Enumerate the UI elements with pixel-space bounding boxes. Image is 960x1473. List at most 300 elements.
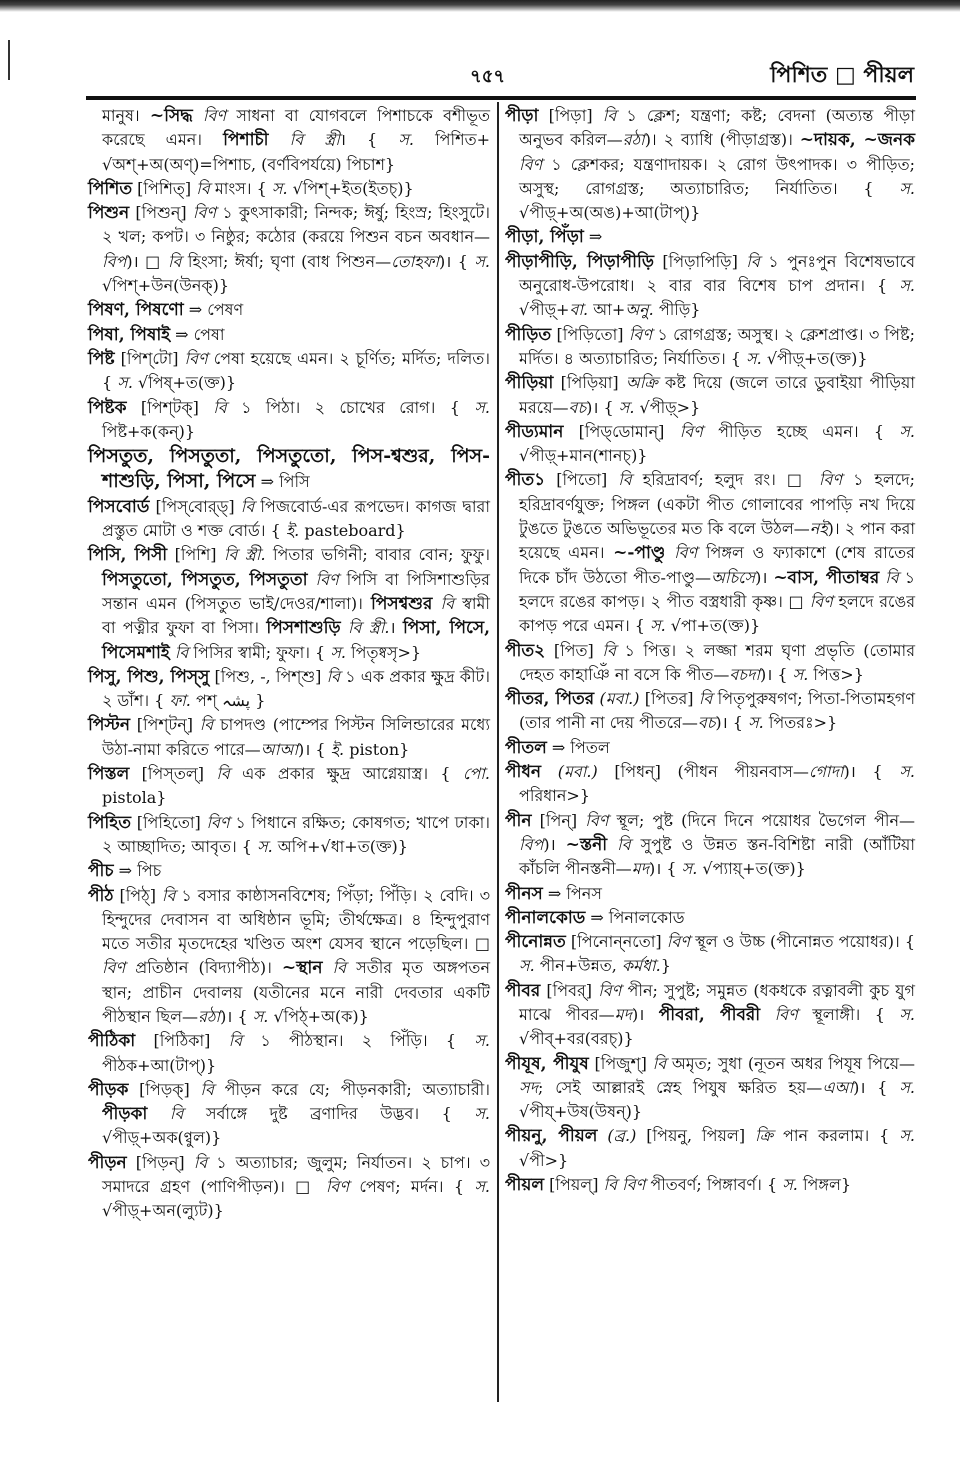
definition-text: )। (631, 1004, 659, 1024)
definition-text: [পিতো] (545, 470, 619, 490)
grammar-label: রঠা (622, 130, 645, 150)
definition-text: পীড়ি} (653, 300, 701, 320)
headword: পিসু, পিশু, পিস্‌সু (88, 666, 210, 687)
definition-text: √পীড়্+মান(শানচ্)} (519, 446, 648, 466)
dictionary-entry (505, 468, 915, 638)
headword: পীড়িত (505, 324, 552, 345)
definition-text: কষ্ট দিয়ে (জলে তারে ডুবাইয়া পীড়িয়া মরয়ে— (519, 373, 915, 417)
headword: পীত২ (505, 640, 546, 661)
dictionary-entry (505, 687, 915, 736)
definition-text: পীন+উন্নত, (534, 956, 622, 976)
definition-text: আ+ (588, 300, 626, 320)
definition-text: ১ পুনঃপুন বিশেষভাবে অনুরোধ-উপরোধ। ২ বার বার বিশেষ চাপ প্রদান। { (519, 251, 915, 296)
grammar-label: ফা. (169, 691, 191, 711)
grammar-label: সদ (519, 1077, 538, 1097)
definition-text: [পিড্‌ডোমান্] (563, 421, 680, 441)
definition-text: সর্বাঙ্গে দুষ্ট ব্রণাদির উদ্ভব। { (183, 1104, 475, 1124)
definition-text: [পিশু, -, পিশ্‌শু] (209, 666, 327, 686)
definition-text: √পীড়্>} (634, 397, 701, 417)
definition-text: পেষা হয়েছে এমন। ২ চূর্ণিত; মর্দিত; দলিত। { (102, 348, 490, 393)
definition-text: পিশিত+ √অশ্+অ(অণ্)=পিশাচ, (বর্ণবিপর্যয়ে) পিচাশ} (102, 130, 490, 174)
headword: পীড়াপীড়ি, পিড়াপীড়ি (505, 251, 654, 272)
running-head: পিশিত □ পীয়ল (770, 62, 914, 88)
grammar-label: বি (618, 470, 632, 490)
scan-mark (8, 40, 10, 80)
dictionary-entry (88, 495, 490, 544)
dictionary-entry (88, 201, 490, 298)
grammar-label: বি (432, 593, 454, 613)
headword: পীনালকোড (505, 907, 586, 928)
grammar-label: স. (618, 397, 635, 417)
definition-text: [পিনোন্‌নতো] (565, 932, 667, 952)
grammar-label: ই. (285, 521, 300, 541)
definition-text: ⇒ পিসি (255, 472, 310, 492)
headword: পীড়কা (102, 1104, 148, 1125)
definition-text: পিঙ্গল ও ফ্যাকাশে (শেষ রাতের দিকে চাঁদ উঠতো পীত-পাণ্ডু— (519, 543, 915, 587)
grammar-label: স. (746, 348, 762, 368)
definition-text: )। { (438, 251, 475, 271)
grammar-label: স. (899, 1004, 915, 1024)
definition-text: ১ কুৎসাকারী; নিন্দক; ঈর্ষু; হিংস্র; হিংসুটে। ২ খল; কপট। ৩ নিষ্ঠুর; কঠোর (করয়ে পিশুন বচন অবধান— (102, 203, 490, 247)
headword: পীড়া (505, 106, 539, 126)
dictionary-entry (505, 420, 915, 469)
headword: পিসশাশুড়ি (266, 618, 341, 639)
left-column (88, 104, 490, 1224)
definition-text: [পিশ্‌টক্] (126, 397, 214, 417)
definition-text: piston} (344, 739, 410, 759)
grammar-label: বি (169, 642, 189, 662)
definition-text: পীড়িত হচ্ছে এমন। { (702, 421, 900, 441)
definition-text: pistola} (102, 788, 167, 808)
definition-text: ⇒ পিচ (113, 861, 162, 881)
definition-text: √পীড়্+অন(ল্যুট)} (102, 1201, 224, 1221)
definition-text: সুপুষ্ট ও উন্নত স্তন-বিশিষ্টা নারী (আঁটিয়া কাঁচলি পীনস্তনী— (519, 834, 915, 879)
definition-text: ⇒ পেষা (170, 324, 225, 344)
grammar-label: এআ (822, 1077, 854, 1097)
grammar-label: স. (474, 251, 490, 271)
grammar-label: স. (257, 836, 273, 856)
grammar-label: বি (652, 1053, 667, 1073)
grammar-label: মদ (614, 1004, 632, 1024)
headword: পীয়নু, পীয়ল (505, 1126, 598, 1147)
grammar-label: বিণ (818, 470, 843, 490)
definition-text: )। { (715, 713, 749, 733)
definition-text: ১ রোগগ্রস্ত; অসুস্থ। ২ ক্লেশপ্রাপ্ত। ৩ পিষ্ট; মর্দিত। ৪ অত্যাচারিত; নির্যাতিত। { (519, 324, 916, 368)
definition-text: ১ পীঠস্থান। ২ পিঁড়ি। { (242, 1031, 475, 1051)
dictionary-entry (88, 104, 490, 177)
definition-text: ১ অত্যাচার; জুলুম; নির্যাতন। ২ চাপ। ৩ সমাদরে গ্রহণ (পাণিপীড়ন)। □ (102, 1152, 490, 1197)
dictionary-entry (505, 225, 915, 249)
definition-text: [পিশিত্] (132, 178, 197, 198)
definition-text: [পিড়া] (538, 106, 603, 125)
grammar-label: বিণ (184, 348, 208, 368)
definition-text: √পিষ্+ত(ক্ত)} (132, 373, 237, 393)
definition-text: পীতবর্ণ; পিঙ্গাবর্ণ। { (645, 1175, 783, 1195)
dictionary-entry (505, 250, 915, 323)
headword: পীঠ (88, 885, 114, 906)
definition-text: ১ ক্লেশকর; যন্ত্রণাদায়ক। ২ রোগ উৎপাদক। ৩ পীড়িত; অসুস্থ; রোগগ্রস্ত; অত্যাচারিত; নির্যাতিত। { (519, 154, 915, 198)
headword: পিস্টন (88, 715, 130, 736)
definition-text: ১ বসার কাষ্ঠাসনবিশেষ; পিঁড়া; পিঁড়ি। ২ বেদি। ৩ হিন্দুদের দেবাসন বা অধিষ্ঠান ভূমি; তীর্থক্ষেত্র। ৪ হিন্দুপুরাণ মতে সতীর মৃতদেহের খণ্ডিত অংশ যেসব স্থানে পড়েছিল। □ (102, 885, 490, 954)
headword: পীড়ন (88, 1152, 127, 1173)
definition-text: ১ পিত্ত। ২ লজ্জা শরম ঘৃণা প্রভৃতি (তোমার দেহত কাহাঞিঁ না বসে কি পীত— (519, 640, 915, 684)
grammar-label: বচ (568, 397, 587, 417)
definition-text: [পিবর্] (540, 980, 599, 1000)
definition-text: √পীড়্+ (519, 300, 570, 320)
dictionary-entry (505, 809, 915, 882)
headword: ~বাস, পীতাম্বর (773, 567, 880, 588)
grammar-label: বি (216, 764, 230, 784)
definition-text: অমৃত; সুধা (নূতন অধর পিযূষ পিয়ে— (666, 1053, 915, 1073)
definition-text: √পীয্+উষ(উষন্)} (519, 1102, 643, 1122)
definition-text: [পিশ্‌টন্] (129, 715, 200, 735)
dictionary-entry (505, 371, 915, 420)
definition-text: √পিঠ্+অ(ক)} (268, 1006, 369, 1026)
dictionary-entry (88, 347, 490, 396)
definition-text: )। { (760, 664, 793, 684)
definition-text: )। { (586, 397, 619, 417)
headword: পীধন (505, 762, 542, 783)
grammar-label: বি স্ত্রী. (340, 618, 390, 638)
definition-text: ⇒ পেষণ (183, 300, 244, 320)
definition-text: [পিয়নু, পিয়ল] (636, 1126, 756, 1146)
definition-text: } (660, 956, 671, 976)
headword: পীনোন্নত (505, 932, 566, 953)
definition-text: )। { (220, 1006, 253, 1026)
definition-text: [পিত] (545, 640, 603, 660)
headword: পীনস (505, 883, 543, 904)
definition-text: [পিড়ন্] (126, 1152, 194, 1172)
definition-text: [পিহিতো] (130, 812, 207, 832)
definition-text: ⇒ পিনালকোড (585, 907, 685, 927)
grammar-label: স. (330, 642, 346, 662)
definition-text: ১ পিধানে রক্ষিত; কোষগত; খাপে ঢাকা। ২ আচ্ছাদিত; আবৃত। { (102, 812, 490, 856)
definition-text: মানুষ। (102, 106, 150, 125)
definition-text: [পিশি] (167, 545, 224, 565)
headword: পীতল (505, 737, 547, 758)
grammar-label: গোদা (808, 762, 844, 782)
grammar-label: কর্মধা. (621, 956, 661, 976)
grammar-label: বি (228, 1031, 243, 1051)
definition-text: )। ২ পান করা হয়েছে এমন। (519, 519, 915, 563)
dictionary-entry (505, 1173, 915, 1197)
grammar-label: বি (240, 496, 255, 516)
dictionary-entry (88, 396, 490, 445)
definition-text: ১ এক প্রকার ক্ষুদ্র কীট। ২ ডাঁশ। { (102, 666, 490, 711)
headword: পিসতুত, পিসতুতা, পিসতুতো, পিস-শ্বশুর, পিস-শাশুড়ি, পিসা, পিসে (88, 445, 490, 493)
definition-text: ১ হলদে রঙের কাপড়। ২ পীত বস্ত্রধারী কৃষ্ণ। □ (519, 567, 915, 611)
headword: পিস্তল (88, 764, 130, 785)
grammar-label: বি স্ত্রী. (223, 545, 266, 565)
grammar-label: অনু. (625, 300, 654, 320)
dictionary-entry (88, 177, 490, 201)
definition-text: সাধনা বা যোগবলে পিশাচকে বশীভূত করেছে এমন। (102, 106, 490, 150)
definition-text: স্থূলাঙ্গী। { (797, 1004, 900, 1024)
grammar-label: স. (650, 616, 666, 636)
headword: পিসবোর্ড (88, 496, 150, 517)
grammar-label: বিণ (666, 932, 690, 952)
definition-text: পীন; সুপুষ্ট; সমুন্নত (ধকধকে রত্নাবলী কুচ যুগ মাঝে পীবর— (519, 980, 915, 1024)
grammar-label: বি (746, 251, 760, 271)
definition-text: প্রতিষ্ঠান (বিদ্যাপীঠ)। (125, 958, 282, 978)
header-rule (86, 96, 916, 100)
grammar-label: মদ (631, 859, 649, 879)
definition-text: )। (543, 834, 566, 854)
dictionary-entry (505, 104, 915, 225)
grammar-label: অচিসে (711, 567, 756, 587)
grammar-label: নই (809, 519, 828, 539)
dictionary-entry (88, 884, 490, 1030)
definition-text: সতীর মৃত অঙ্গপতন স্থান; প্রাচীন দেবালয় (যতীনের মনে নারী দেবতার একটি পীঠস্থান ছিল— (102, 958, 490, 1026)
grammar-label: (ব্র.) (597, 1126, 637, 1146)
headword: পিশিত (88, 178, 133, 199)
dictionary-entry (505, 906, 915, 930)
page-number: ৭৫৭ (470, 66, 506, 87)
grammar-label: বিণ (192, 106, 227, 125)
definition-text: √পীড়্+অক(ণ্বুল)} (102, 1128, 222, 1148)
definition-text: স্থূল; পুষ্ট (দিনে দিনে পয়োধর ভৈগেল পীন— (608, 810, 915, 830)
definition-text: [পিয়ল্] (544, 1175, 604, 1195)
definition-text: হিংসা; ঈর্ষা; ঘৃণা (বাধ পিশুন— (181, 251, 392, 271)
definition-text: [পিজুশ্] (588, 1053, 653, 1073)
headword: পীবরা, পীবরী (658, 1004, 761, 1025)
dictionary-entry (88, 1029, 490, 1078)
definition-text: ⇒ পিতল (546, 737, 610, 757)
grammar-label: বিণ (192, 203, 217, 223)
dictionary-entry (88, 1151, 490, 1224)
grammar-label: বি (322, 958, 347, 978)
grammar-label: স. (681, 859, 698, 879)
dictionary-entry (505, 882, 915, 906)
grammar-label: স. (398, 130, 414, 150)
definition-text: ⇒ (583, 227, 603, 247)
headword: পীতর, পিতর (505, 689, 595, 710)
dictionary-entry (505, 639, 915, 688)
definition-text: পশ্ پشہ } (190, 691, 266, 711)
grammar-label: বিপ (102, 251, 127, 271)
dictionary-entry (88, 323, 490, 347)
headword: পিহিত (88, 812, 131, 833)
headword: পীড়িয়া (505, 373, 554, 394)
grammar-label: বি (161, 885, 176, 905)
definition-text: ১ পিঠা। ২ চোখের রোগ। { (226, 397, 475, 417)
headword: পীন (505, 810, 532, 831)
definition-text: পান করলাম। { (773, 1126, 900, 1146)
dictionary-entry (88, 859, 490, 883)
grammar-label: অক্রি (625, 373, 658, 393)
definition-text: pasteboard} (299, 521, 406, 541)
grammar-label: বি (199, 715, 214, 735)
definition-text: )। { (853, 1077, 900, 1097)
grammar-label: বিণ (102, 958, 126, 978)
definition-text: পিজবোর্ড-এর রূপভেদ। কাগজ দ্বারা প্রস্তুত মোটা ও শক্ত বোর্ড। { (102, 496, 490, 541)
definition-text: [পিন্] (531, 810, 586, 830)
definition-text: পিতৃষ্বসৃ>} (345, 642, 422, 662)
definition-text: √পিশ্+উন(উনক্)} (102, 276, 230, 296)
definition-text: [পিধন্] (পীধন পীয়নবাস— (597, 762, 809, 782)
definition-text: স্বামী বা পত্নীর ফুফা বা পিসা। (102, 593, 490, 638)
grammar-label: বি স্ত্রী (268, 130, 340, 150)
grammar-label: বি (602, 640, 616, 660)
dictionary-entry (88, 298, 490, 322)
headword: পিশুন (88, 203, 130, 224)
headword: ~স্তনী (565, 834, 608, 855)
grammar-label: (মবা.) (541, 762, 598, 782)
headword: পীযূষ, পীযুষ (505, 1053, 589, 1074)
definition-text: পিতরঃ>} (763, 713, 838, 733)
definition-text: [পিস্‌বোর্‌ড্] (149, 496, 241, 516)
grammar-label: স. (899, 276, 915, 296)
dictionary-entry (505, 1124, 915, 1173)
definition-text: মাংস। { (209, 178, 272, 198)
definition-text: √পিশ্+ইত(ইতচ্)} (287, 178, 414, 198)
headword: পিষা, পিষাই (88, 324, 171, 345)
grammar-label: স. (519, 956, 535, 976)
headword: পীঠিকা (88, 1031, 136, 1052)
definition-text: পেষণ; মর্দন। { (349, 1177, 475, 1197)
headword: পিসতুতো, পিসতুত, পিসতুতা (102, 569, 308, 590)
definition-text: পিতৃপুরুষগণ; পিতা-পিতামহগণ (তার পানী না দেয় পীতরে— (519, 689, 915, 733)
definition-text: ⇒ পিনস (542, 883, 602, 903)
grammar-label: স. (117, 373, 133, 393)
grammar-label: স. (782, 1175, 798, 1195)
grammar-label: বিণ (519, 154, 543, 174)
definition-text: [পিতর] (639, 689, 699, 709)
right-column (505, 104, 915, 1197)
grammar-label: স. (899, 178, 915, 198)
dictionary-entry (505, 736, 915, 760)
grammar-label: স. (899, 1077, 915, 1097)
grammar-label: বি (193, 1152, 208, 1172)
definition-text: পরিধান>} (519, 786, 590, 806)
grammar-label: স. (252, 1006, 269, 1026)
headword: পীড্যমান (505, 421, 564, 442)
headword: ~স্থান (281, 958, 323, 979)
grammar-label: বিণ (598, 980, 622, 1000)
grammar-label: স. (792, 664, 809, 684)
dictionary-entry (505, 930, 915, 979)
grammar-label: বি বিণ (603, 1175, 646, 1195)
grammar-label: স. (899, 421, 915, 441)
definition-text: । { (339, 130, 399, 150)
headword: পীচ (88, 861, 114, 882)
headword: ~দায়ক, ~জনক (799, 130, 916, 151)
definition-text: )। { (648, 859, 682, 879)
definition-text: [পিশুন্] (129, 203, 193, 223)
definition-text: পীড়ন করে যে; পীড়নকারী; অত্যাচারী। (213, 1079, 490, 1099)
definition-text: পীঠক+আ(টাপ্)} (102, 1055, 217, 1075)
dictionary-entry (88, 811, 490, 860)
definition-text: এক প্রকার ক্ষুদ্র আগ্নেয়াস্ত্র। { (229, 764, 463, 784)
definition-text: ১ ক্লেশ; যন্ত্রণা; কষ্ট; বেদনা (অত্যন্ত পীড়া অনুভব করিল— (519, 106, 915, 150)
grammar-label: বি (167, 251, 182, 271)
grammar-label: রঠা (198, 1006, 221, 1026)
grammar-label: বিণ (628, 324, 653, 344)
grammar-label: বি (602, 106, 617, 125)
definition-text: [পিড়ক্] (128, 1079, 201, 1099)
grammar-label: আআ (260, 739, 299, 759)
grammar-label: বিণ (325, 1177, 350, 1197)
headword: পীড়ক (88, 1079, 129, 1100)
dictionary-entry (88, 1078, 490, 1151)
dictionary-entry (505, 323, 915, 372)
definition-text: √পা+ত(ক্ত)} (665, 616, 761, 636)
grammar-label: স. (474, 1177, 490, 1197)
definition-text: [পিস্‌তল্] (129, 764, 217, 784)
grammar-label: স. (474, 397, 490, 417)
definition-text: √পীব্+বর(বরচ্)} (519, 1029, 634, 1049)
definition-text: [পিড়াপিড়ি] (653, 251, 747, 271)
dictionary-entry (505, 1052, 915, 1125)
dictionary-entry (88, 543, 490, 664)
definition-text: চাপদণ্ড (পাম্পের পিস্টন সিলিন্ডারের মধ্যে উঠা-নামা করিতে পারে— (102, 715, 490, 759)
headword: পিসি, পিসী (88, 545, 168, 566)
definition-text: )। { (843, 762, 900, 782)
grammar-label: স. (899, 1126, 915, 1146)
definition-text: পিসির স্বামী; ফুফা। { (188, 642, 331, 662)
grammar-label: (মবা.) (594, 689, 640, 709)
grammar-label: বি (607, 834, 631, 854)
headword: পিসশ্বশুর (371, 593, 433, 614)
headword: পীবর (505, 980, 541, 1001)
headword: ~-পাণ্ডু (613, 543, 666, 564)
dictionary-entry (88, 444, 490, 495)
dictionary-entry (505, 979, 915, 1052)
definition-text: √পীড়্+ত(ক্ত)} (761, 348, 868, 368)
scan-edge (0, 0, 960, 12)
dictionary-entry (88, 762, 490, 811)
definition-text: পিতার ভগিনী; বাবার বোন; ফুফু। (265, 545, 491, 565)
definition-text: )। ২ ব্যাধি (পীড়াগ্রস্ত)। (644, 130, 800, 150)
grammar-label: স. (899, 762, 915, 782)
definition-text: [পিড়িয়া] (553, 373, 626, 393)
grammar-label: তোহফা (391, 251, 439, 271)
definition-text: হরিদ্রাবর্ণ; হলুদ রং। □ (631, 470, 819, 490)
definition-text: পিসি বা পিসিশাশুড়ির সন্তান এমন (পিসতুত ভাই/দেওর/শালা)। (102, 569, 490, 613)
grammar-label: বিণ (809, 591, 833, 611)
definition-text: [পিশ্‌টো] (114, 348, 185, 368)
grammar-label: বি (698, 689, 713, 709)
grammar-label: বি (326, 666, 341, 686)
headword: পিষ্ট (88, 348, 115, 369)
grammar-label: ই. (330, 739, 345, 759)
headword: পীয়ল (505, 1175, 545, 1196)
definition-text: [পিড়িতো] (551, 324, 629, 344)
grammar-label: পো. (462, 764, 491, 784)
grammar-label: বচ (697, 713, 716, 733)
definition-text: √প্যায়্+ত(ক্ত)} (697, 859, 806, 879)
definition-text: √পীড়্+অ(অঙ)+আ(টাপ্)} (519, 203, 701, 223)
headword: পিসা, পিসে, পিসেমশাই (102, 618, 491, 663)
definition-text: পিষ্ট+ক(কন্)} (102, 421, 196, 441)
grammar-label: বিণ (665, 543, 698, 563)
definition-text: √পী>} (519, 1150, 569, 1170)
grammar-label: বিণ (307, 569, 339, 589)
grammar-label: বিপ (519, 834, 544, 854)
definition-text: ১ হলদে; হরিদ্রাবর্ণযুক্ত; পিঙ্গল (একটা পীত গোলাবের পাপড়ি নখ দিয়ে টুঙতে টুঙতে অভিভূতের মত কি বলে উঠল— (519, 470, 915, 539)
definition-text: )। { (298, 739, 331, 759)
definition-text: পিত্ত>} (808, 664, 864, 684)
grammar-label: বিণ (679, 421, 703, 441)
definition-text: । (389, 618, 403, 638)
definition-text: হলদে রঙের কাপড় পরে এমন। { (519, 591, 915, 636)
headword: পীত১ (505, 470, 546, 491)
dictionary-entry (88, 713, 490, 762)
grammar-label: বিণ (585, 810, 609, 830)
dictionary-entry (88, 665, 490, 714)
grammar-label: বি (200, 1079, 214, 1099)
headword: পিষণ, পিষণো (88, 300, 184, 321)
